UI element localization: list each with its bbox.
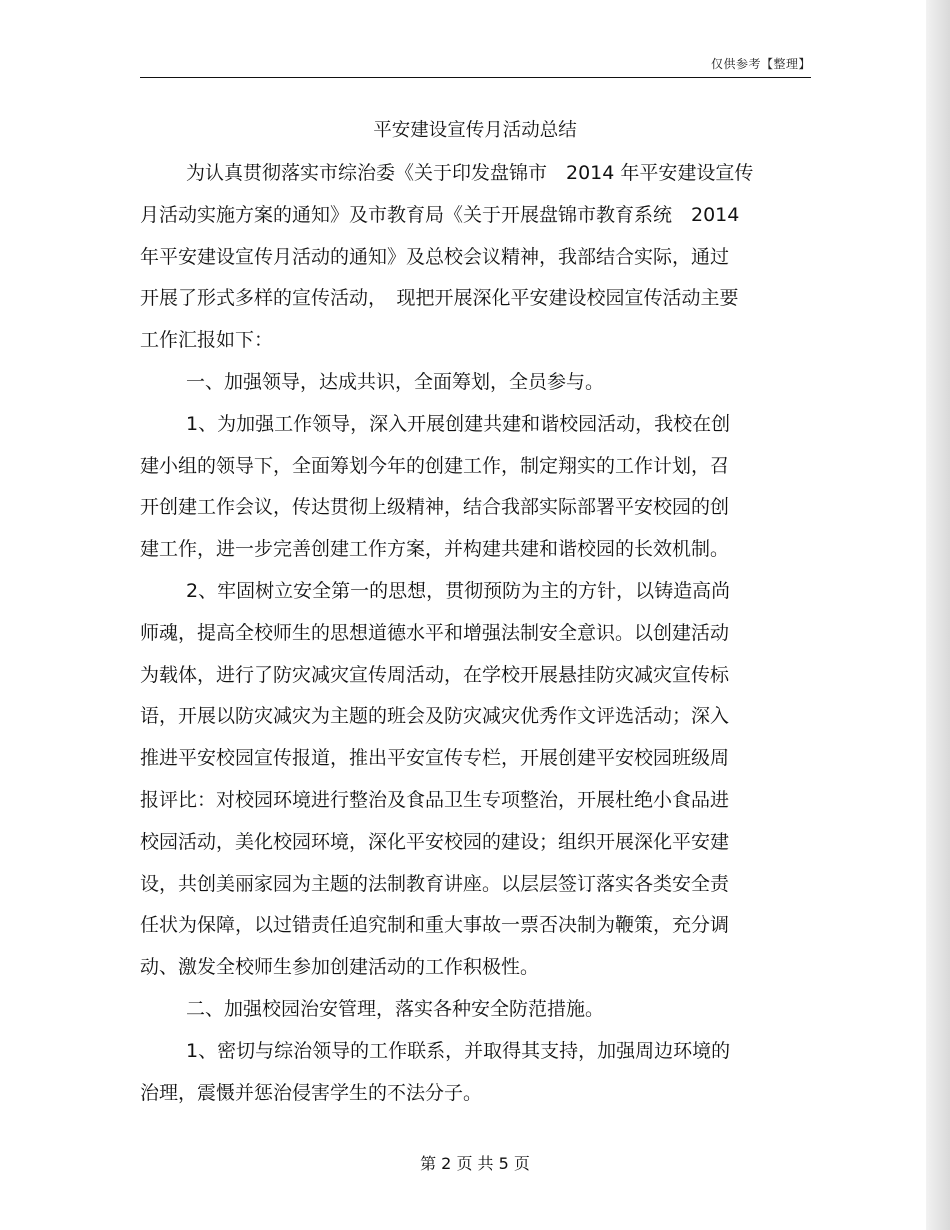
header-note: 仅供参考【整理】: [710, 57, 811, 71]
body-line: 2、牢固树立安全第一的思想，贯彻预防为主的方针，以铸造高尚: [186, 579, 731, 602]
body-line: 年平安建设宣传月活动的通知》及总校会议精神，我部结合实际，通过: [140, 245, 730, 268]
body-line: 治理，震慑并惩治侵害学生的不法分子。: [140, 1081, 483, 1104]
body-line: 为载体，进行了防灾减灾宣传周活动，在学校开展悬挂防灾减灾宣传标: [140, 663, 730, 686]
body-line: 1、密切与综治领导的工作联系，并取得其支持，加强周边环境的: [186, 1039, 731, 1062]
body-line: 月活动实施方案的通知》及市教育局《关于开展盘锦市教育系统 2014: [140, 203, 740, 226]
body-line: 推进平安校园宣传报道，推出平安宣传专栏，开展创建平安校园班级周: [140, 747, 730, 770]
document-title: 平安建设宣传月活动总结: [373, 120, 577, 141]
page-footer: 第 2 页 共 5 页: [420, 1154, 530, 1173]
body-line: 动、激发全校师生参加创建活动的工作积极性。: [140, 956, 540, 979]
body-line: 师魂，提高全校师生的思想道德水平和增强法制安全意识。以创建活动: [140, 621, 730, 644]
body-line: 开展了形式多样的宣传活动， 现把开展深化平安建设校园宣传活动主要: [140, 287, 739, 310]
page-header: [140, 55, 811, 78]
section-heading: 二、加强校园治安管理，落实各种安全防范措施。: [186, 997, 605, 1020]
body-line: 建小组的领导下，全面筹划今年的创建工作，制定翔实的工作计划，召: [140, 454, 730, 477]
body-line: 语，开展以防灾减灾为主题的班会及防灾减灾优秀作文评选活动；深入: [140, 705, 730, 728]
body-line: 建工作，进一步完善创建工作方案，并构建共建和谐校园的长效机制。: [140, 538, 730, 561]
body-line: 为认真贯彻落实市综治委《关于印发盘锦市 2014 年平安建设宣传: [186, 162, 754, 184]
body-line: 开创建工作会议，传达贯彻上级精神，结合我部实际部署平安校园的创: [140, 496, 730, 519]
body-line: 任状为保障，以过错责任追究制和重大事故一票否决制为鞭策，充分调: [140, 914, 730, 937]
page-edge-shadow: [926, 0, 950, 1230]
body-line: 1、为加强工作领导，深入开展创建共建和谐校园活动，我校在创: [186, 412, 731, 435]
document-body: [140, 153, 810, 1114]
body-line: 校园活动，美化校园环境，深化平安校园的建设；组织开展深化平安建: [140, 830, 730, 853]
body-line: 设，共创美丽家园为主题的法制教育讲座。以层层签订落实各类安全责: [140, 872, 730, 895]
body-line: 工作汇报如下：: [140, 329, 274, 352]
section-heading: 一、加强领导，达成共识，全面筹划，全员参与。: [186, 370, 605, 393]
body-line: 报评比：对校园环境进行整治及食品卫生专项整治，开展杜绝小食品进: [140, 788, 730, 811]
